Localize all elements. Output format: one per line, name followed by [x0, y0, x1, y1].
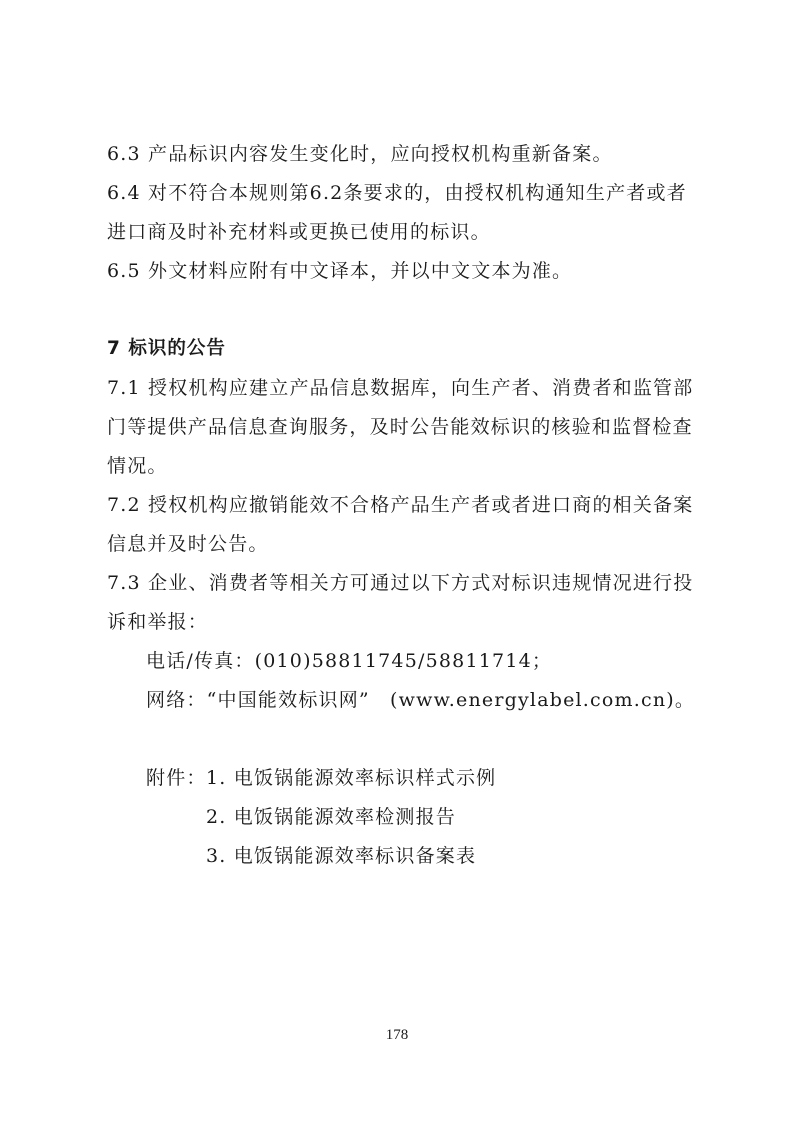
section-6-4-line-1: 6.4 对不符合本规则第6.2条要求的，由授权机构通知生产者或者	[107, 182, 687, 204]
section-6-5: 6.5 外文材料应附有中文译本，并以中文文本为准。	[107, 260, 573, 282]
attachment-item-3: 3. 电饭锅能源效率标识备案表	[206, 845, 477, 867]
section-7-1-line-3: 情况。	[107, 455, 168, 477]
section-7-2-line-2: 信息并及时公告。	[107, 533, 269, 555]
section-7-3-line-1: 7.3 企业、消费者等相关方可通过以下方式对标识违规情况进行投	[107, 572, 694, 594]
attachments-label: 附件：	[146, 767, 207, 789]
section-7-1-line-1: 7.1 授权机构应建立产品信息数据库，向生产者、消费者和监管部	[107, 377, 694, 399]
contact-website: 网络：“中国能效标识网” (www.energylabel.com.cn)。	[146, 689, 696, 711]
section-7-1-line-2: 门等提供产品信息查询服务，及时公告能效标识的核验和监督检查	[107, 416, 693, 438]
section-7-heading: 7 标识的公告	[107, 338, 226, 359]
attachment-item-1: 1. 电饭锅能源效率标识样式示例	[206, 767, 497, 789]
section-6-3: 6.3 产品标识内容发生变化时，应向授权机构重新备案。	[107, 143, 613, 165]
section-6-4-line-2: 进口商及时补充材料或更换已使用的标识。	[107, 221, 491, 243]
page-number: 178	[385, 1027, 409, 1043]
attachment-item-2: 2. 电饭锅能源效率检测报告	[206, 806, 456, 828]
section-7-2-line-1: 7.2 授权机构应撤销能效不合格产品生产者或者进口商的相关备案	[107, 494, 694, 516]
contact-phone: 电话/传真：(010)58811745/58811714；	[146, 650, 553, 672]
section-7-3-line-2: 诉和举报：	[107, 611, 209, 633]
